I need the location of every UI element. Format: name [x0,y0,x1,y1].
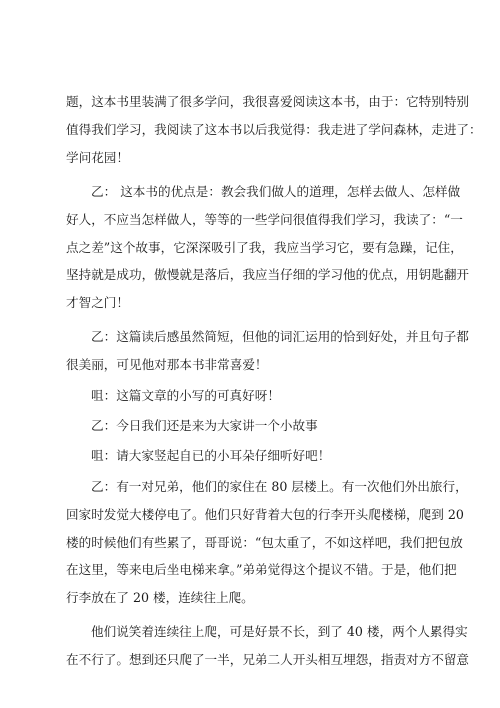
text-line: 乙：这篇读后感虽然简短，但他的词汇运用的恰到好处，并且句子都 [91,329,469,344]
text-line: 好人，不应当怎样做人，等等的一些学问很值得我们学习，我读了：“一 [66,212,463,227]
text-line: 很美丽，可见他对那本书非常喜爱！ [66,357,268,372]
text-line: 点之差”这个故事，它深深吸引了我，我应当学习它，要有急躁，记住， [66,240,463,255]
text-line: 学问花园！ [66,150,129,165]
text-line: 楼的时候他们有些累了，哥哥说：“包太重了，不如这样吧，我们把包放 [66,535,463,550]
text-line: 题，这本书里装满了很多学问，我很喜爱阅读这本书，由于：它特别特别 [66,94,469,109]
text-line: 坚持就是成功，傲慢就是落后，我应当仔细的学习他的优点，用钥匙翻开 [66,267,469,282]
text-line: 在不行了。想到还只爬了一半，兄弟二人开头相互埋怨，指责对方不留意 [66,652,469,667]
text-line: 才智之门！ [66,295,129,310]
text-line: 咀：这篇文章的小写的可真好呀！ [91,388,280,403]
text-line: 在这里，等来电后坐电梯来拿。”弟弟觉得这个提议不错。于是，他们把 [66,562,457,577]
text-line: 咀：请大家竖起自已的小耳朵仔细听好吧！ [91,448,331,463]
text-line: 乙：有一对兄弟，他们的家住在 80 层楼上。有一次他们外出旅行， [91,479,468,494]
text-line: 乙： 这本书的优点是：教会我们做人的道理，怎样去做人、怎样做 [91,184,461,199]
text-line: 值得我们学习，我阅读了这本书以后我觉得：我走进了学问森林，走进了： [66,122,482,137]
text-line: 行李放在了 20 楼，连续往上爬。 [66,590,254,605]
text-line: 他们说笑着连续往上爬，可是好景不长，到了 40 楼，两个人累得实 [91,624,468,639]
text-line: 回家时发觉大楼停电了。他们只好背着大包的行李开头爬楼梯，爬到 20 [66,507,464,522]
text-line: 乙：今日我们还是来为大家讲一个小故事 [91,418,318,433]
